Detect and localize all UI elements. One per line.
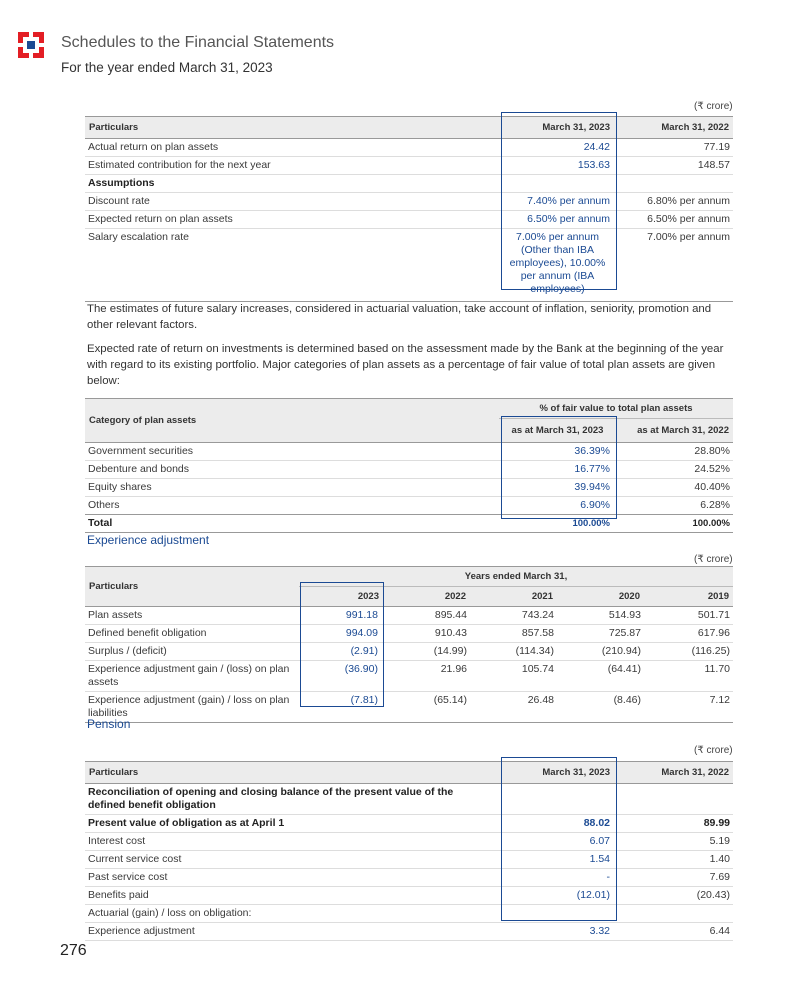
table-row [85,175,733,193]
cell-value: (65.14) [383,692,470,723]
table-row [85,833,733,851]
column-header: 2023 [299,587,383,607]
row-label: Actual return on plan assets [85,139,499,157]
row-label: Assumptions [85,175,499,193]
column-header: as at March 31, 2022 [616,419,733,443]
row-label: Benefits paid [85,887,499,905]
experience-adjustment-table [85,566,733,723]
table-row [85,211,733,229]
unit-label: (₹ crore) [694,101,733,112]
cell-value: 7.00% per annum [616,229,733,302]
section-title-pension: Pension [87,717,131,731]
cell-value: 77.19 [616,139,733,157]
cell-value: 6.80% per annum [616,193,733,211]
cell-value: 105.74 [470,661,557,692]
pension-table [85,761,733,941]
table-row [85,643,733,661]
page-title: Schedules to the Financial Statements [61,34,335,51]
cell-value: (210.94) [557,643,644,661]
cell-value: 7.40% per annum [499,193,616,211]
row-label: Total [85,515,499,533]
row-label: Equity shares [85,479,499,497]
row-label: Debenture and bonds [85,461,499,479]
cell-value: 6.50% per annum [616,211,733,229]
row-label: Experience adjustment gain / (loss) on plan assets [85,661,299,692]
cell-value: 11.70 [644,661,733,692]
cell-value: 100.00% [616,515,733,533]
page-subtitle: For the year ended March 31, 2023 [61,60,273,75]
table-row [85,692,733,723]
cell-value: 39.94% [499,479,616,497]
table-row [85,443,733,461]
cell-value: 24.42 [499,139,616,157]
cell-value: 6.07 [499,833,616,851]
cell-value: 24.52% [616,461,733,479]
unit-label: (₹ crore) [694,554,733,565]
table-row [85,923,733,941]
cell-value: 100.00% [499,515,616,533]
column-header: 2021 [470,587,557,607]
cell-value: (20.43) [616,887,733,905]
cell-value: (64.41) [557,661,644,692]
cell-value: (8.46) [557,692,644,723]
page-number: 276 [60,942,87,959]
cell-value: - [499,869,616,887]
cell-value: 725.87 [557,625,644,643]
cell-value: 5.19 [616,833,733,851]
row-label: Interest cost [85,833,499,851]
cell-value: 40.40% [616,479,733,497]
row-label: Estimated contribution for the next year [85,157,499,175]
cell-value: 857.58 [470,625,557,643]
cell-value: 7.00% per annum (Other than IBA employees), 10.00% per annum (IBA employees) [499,229,616,302]
table-row [85,229,733,302]
row-label: Expected return on plan assets [85,211,499,229]
cell-value: 895.44 [383,607,470,625]
cell-value: 7.12 [644,692,733,723]
row-label: Present value of obligation as at April 1 [85,815,499,833]
plan-assets-table [85,398,733,533]
cell-value: 16.77% [499,461,616,479]
cell-value: 994.09 [299,625,383,643]
group-header: % of fair value to total plan assets [499,398,733,419]
cell-value: 7.69 [616,869,733,887]
cell-value: (116.25) [644,643,733,661]
cell-value: (7.81) [299,692,383,723]
row-label: Discount rate [85,193,499,211]
table-row [85,625,733,643]
row-label: Current service cost [85,851,499,869]
cell-value: 28.80% [616,443,733,461]
column-header: March 31, 2023 [499,116,616,139]
cell-value: 617.96 [644,625,733,643]
cell-value: 514.93 [557,607,644,625]
column-header: 2019 [644,587,733,607]
table-row [85,661,733,692]
table-row [85,193,733,211]
cell-value: (36.90) [299,661,383,692]
row-label: Experience adjustment [85,923,499,941]
cell-value: 89.99 [616,815,733,833]
column-header: 2020 [557,587,644,607]
table-row [85,607,733,625]
unit-label: (₹ crore) [694,745,733,756]
table-row [85,157,733,175]
cell-value: 1.40 [616,851,733,869]
cell-value: 501.71 [644,607,733,625]
row-label: Surplus / (deficit) [85,643,299,661]
row-label: Actuarial (gain) / loss on obligation: [85,905,499,923]
cell-value: 26.48 [470,692,557,723]
column-header: Particulars [85,761,499,784]
cell-value: 6.44 [616,923,733,941]
cell-value: (12.01) [499,887,616,905]
column-header: Category of plan assets [85,398,499,443]
cell-value: 88.02 [499,815,616,833]
row-label: Experience adjustment (gain) / loss on plan liabilities [85,692,299,723]
column-header: March 31, 2023 [499,761,616,784]
column-header: March 31, 2022 [616,116,733,139]
paragraph-return: Expected rate of return on investments is determined based on the assessment made by the Bank at the beginning of the year with regard to its existing portfolio. Major categories of plan assets as a percentage of fair value of total plan assets are given below: [87,343,724,387]
table-row [85,887,733,905]
paragraph-salary: The estimates of future salary increases, considered in actuarial valuation, take account of inflation, seniority, promotion and other relevant factors. [87,303,712,331]
bank-logo [18,32,44,58]
cell-value: 910.43 [383,625,470,643]
assumptions-table [85,116,733,302]
cell-value: 36.39% [499,443,616,461]
column-header: Particulars [85,116,499,139]
table-row [85,139,733,157]
table-row [85,905,733,923]
column-header: 2022 [383,587,470,607]
row-label: Past service cost [85,869,499,887]
cell-value: (2.91) [299,643,383,661]
table-row [85,461,733,479]
table-row [85,851,733,869]
row-label: Reconciliation of opening and closing balance of the present value of the defined benefit obligation [85,784,499,815]
cell-value: (114.34) [470,643,557,661]
row-label: Government securities [85,443,499,461]
cell-value: 6.28% [616,497,733,515]
table-row [85,869,733,887]
cell-value: 21.96 [383,661,470,692]
section-title-experience: Experience adjustment [87,533,210,547]
table-row [85,497,733,515]
cell-value: 153.63 [499,157,616,175]
cell-value: 3.32 [499,923,616,941]
table-row [85,479,733,497]
row-label: Salary escalation rate [85,229,499,302]
cell-value: (14.99) [383,643,470,661]
column-header: Particulars [85,566,299,607]
cell-value: 6.90% [499,497,616,515]
table-row [85,815,733,833]
cell-value: 6.50% per annum [499,211,616,229]
cell-value: 148.57 [616,157,733,175]
total-row [85,515,733,533]
row-label: Plan assets [85,607,299,625]
cell-value: 743.24 [470,607,557,625]
column-header: as at March 31, 2023 [499,419,616,443]
table-row [85,784,733,815]
row-label: Others [85,497,499,515]
cell-value: 991.18 [299,607,383,625]
group-header: Years ended March 31, [299,566,733,587]
cell-value: 1.54 [499,851,616,869]
column-header: March 31, 2022 [616,761,733,784]
row-label: Defined benefit obligation [85,625,299,643]
